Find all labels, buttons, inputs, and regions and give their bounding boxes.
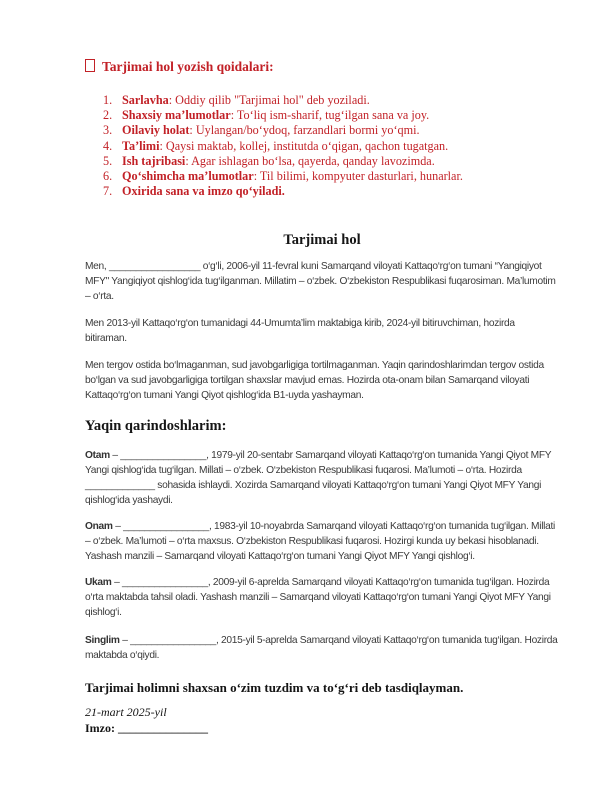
rule-description: : Uylangan/bo‘ydoq, farzandlari bormi yo‘qmi. <box>189 123 420 138</box>
relatives-heading: Yaqin qarindoshlarim: <box>85 418 227 435</box>
rules-section <box>85 59 559 199</box>
relative-paragraph-otam <box>85 448 559 508</box>
relative-label-singlim: Singlim <box>85 635 120 647</box>
rule-item-sarlavha <box>103 93 559 108</box>
relative-text-otam: – ________________, 1979-yil 20-sentabr Samarqand viloyati Kattaqo‘rg‘on tumanida Yangi Qiyot MFY Yangi qishlog‘ida tug‘ilgan. Millati – o‘zbek. O‘zbekiston Respublikasi fuqarosi. Ma’lumoti – o‘rta. Hozirda _____________ sohasida ishlaydi. Xozirda Samarqand viloyati Kattaqo‘rg‘on tumani Yangi Qiyot MFY Yangi qishlog‘ida yashaydi. <box>85 450 552 507</box>
rule-item-oilaviy-holat <box>103 123 559 138</box>
relative-label-otam: Otam <box>85 450 110 462</box>
rule-label: Oilaviy holat <box>122 123 190 138</box>
relative-paragraph-onam <box>85 519 559 564</box>
rule-description: : To‘liq ism-sharif, tug‘ilgan sana va joy. <box>230 108 430 123</box>
rule-item-talimi <box>103 139 559 154</box>
rule-description: : Oddiy qilib "Tarjimai hol" deb yoziladi. <box>168 93 370 107</box>
relative-label-onam: Onam <box>85 521 113 533</box>
rule-description: : Agar ishlagan bo‘lsa, qayerda, qanday lavozimda. <box>185 153 435 168</box>
signature-line <box>85 721 559 736</box>
rule-item-sana-imzo <box>103 184 559 199</box>
rule-number: 5. <box>103 153 113 168</box>
rule-description: : Til bilimi, kompyuter dasturlari, hunarlar. <box>253 169 463 184</box>
relative-text-ukam: – ________________, 2009-yil 6-aprelda Samarqand viloyati Kattaqo‘rg‘on tumanida tug‘ilgan. Hozirda o‘rta maktabda tahsil oladi. Yashash manzili – Samarqand viloyati Kattaqo‘rg‘on tumani Yangi Qiyot MFY Yangi qishlog‘i. <box>85 577 551 619</box>
rule-number: 7. <box>103 184 113 199</box>
signature-label: Imzo: <box>85 721 115 736</box>
confirmation-statement: Tarjimai holimni shaxsan o‘zim tuzdim va to‘g‘ri deb tasdiqlayman. <box>85 680 464 696</box>
relative-text-onam: – ________________, 1983-yil 10-noyabrda Samarqand viloyati Kattaqo‘rg‘on tumanida tug‘ilgan. Millati – o‘zbek. Ma’lumoti – o‘rta maxsus. O‘zbekiston Respublikasi fuqarosi. Hozirgi kunda uy bekasi hisoblanadi. Yashash manzili – Samarqand viloyati Kattaqo‘rg‘on tumani Yangi Qiyot MFY Yangi qishlog‘i. <box>85 521 555 563</box>
rule-item-qoshimcha-malumotlar <box>103 169 559 184</box>
rule-text <box>122 93 370 108</box>
rules-heading <box>85 59 559 75</box>
rule-label: Ish tajribasi <box>122 153 186 168</box>
rule-number: 2. <box>103 108 113 123</box>
relative-paragraph-ukam <box>85 575 559 620</box>
paragraph-personal-info: Men, _________________ o‘g‘li, 2006-yil 11-fevral kuni Samarqand viloyati Kattaqo‘rg‘on tumani “Yangiqiyot MFY" Yangiqiyot qishlog‘ida tug‘ilganman. Millatim – o‘zbek. O‘zbekiston Respublikasi fuqarosiman. Ma’lumotim – o‘rta. <box>85 261 556 303</box>
rule-text <box>122 184 285 199</box>
rule-label: Oxirida sana va imzo qo‘yiladi. <box>122 184 285 199</box>
rule-label: Shaxsiy ma’lumotlar <box>122 108 231 123</box>
paragraph-legal-and-residence: Men tergov ostida bo‘lmaganman, sud javobgarligiga tortilmaganman. Yaqin qarindoshlarimdan tergov ostida bo‘lgan va sud javobgarligiga tortilgan shaxslar mavjud emas. Hozirda ota-onam bilan Samarqand viloyati Kattaqo‘rg‘on tumani Yangi Qiyot qishlog‘ida B1-uyda yashayman. <box>85 360 544 402</box>
rule-number: 6. <box>103 169 113 184</box>
rule-text <box>122 154 435 169</box>
missing-glyph-box-icon <box>85 59 95 72</box>
rules-heading-text: Tarjimai hol yozish qoidalari: <box>102 59 274 74</box>
rule-text <box>122 123 420 138</box>
relative-paragraph-singlim <box>85 633 559 663</box>
rule-number: 3. <box>103 123 113 138</box>
relative-label-ukam: Ukam <box>85 577 112 589</box>
paragraph-education: Men 2013-yil Kattaqo‘rg‘on tumanidagi 44-Umumta’lim maktabiga kirib, 2024-yil bitiruvchiman, hozirda bitiraman. <box>85 318 515 345</box>
rule-number: 1. <box>103 93 113 107</box>
relative-text-singlim: – ________________, 2015-yil 5-aprelda Samarqand viloyati Kattaqo‘rg‘on tumanida tug‘ilgan. Hozirda maktabda o‘qiydi. <box>85 635 558 662</box>
rule-label: Ta’limi <box>122 138 160 153</box>
rule-label: Sarlavha <box>122 93 169 107</box>
rule-item-ish-tajribasi <box>103 154 559 169</box>
rules-list <box>103 93 559 199</box>
rule-text <box>122 139 448 154</box>
rule-text <box>122 108 429 123</box>
document-title: Tarjimai hol <box>283 232 361 249</box>
rule-description: : Qaysi maktab, kollej, institutda o‘qigan, qachon tugatgan. <box>159 138 449 153</box>
rule-item-shaxsiy-malumotlar <box>103 108 559 123</box>
rule-label: Qo‘shimcha ma’lumotlar <box>122 169 254 184</box>
signature-blank: _______________ <box>118 721 208 736</box>
document-date: 21-mart 2025-yil <box>85 705 167 720</box>
rule-number: 4. <box>103 138 113 153</box>
rule-text <box>122 169 463 184</box>
